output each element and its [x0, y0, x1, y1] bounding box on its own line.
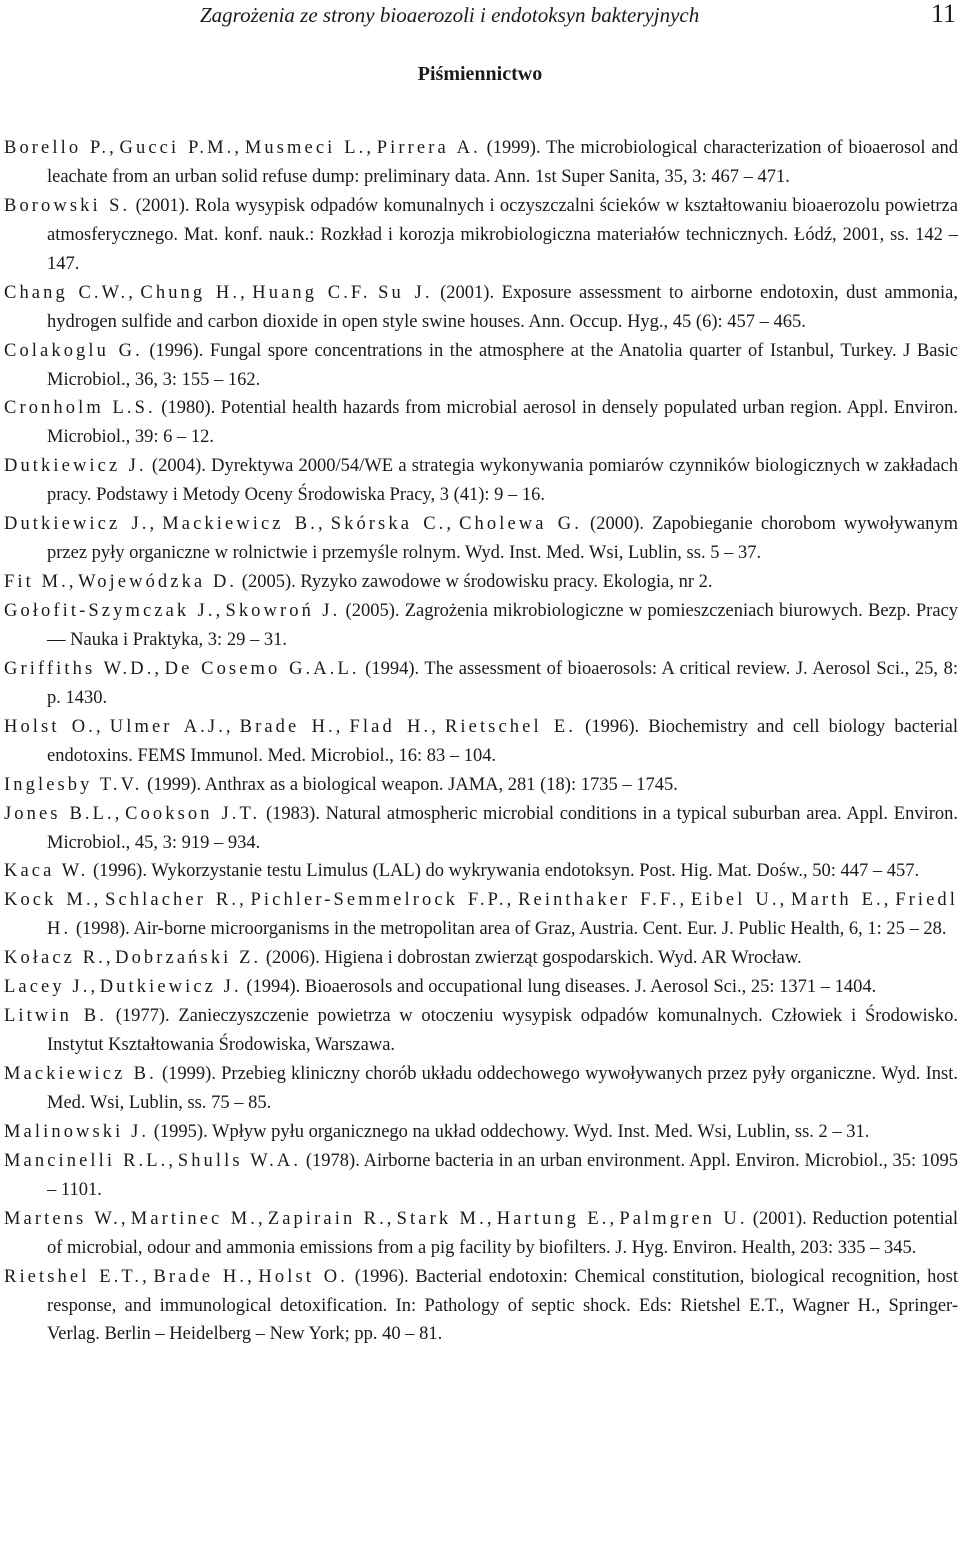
- reference-text: ,: [335, 716, 350, 737]
- reference-author: Martens W.: [4, 1208, 121, 1229]
- reference-author: Fit M.: [4, 572, 69, 593]
- reference-author: Chung H.: [140, 282, 241, 303]
- reference-text: ,: [679, 890, 691, 911]
- reference-item: [4, 337, 958, 395]
- reference-author: Palmgren U.: [619, 1208, 748, 1229]
- reference-text: ,: [779, 890, 792, 911]
- reference-text: ,: [215, 601, 226, 621]
- reference-item: [4, 655, 958, 713]
- reference-item: [4, 1118, 958, 1147]
- reference-text: (1994). Bioaerosols and occupational lung diseases. J. Aerosol Sci., 25: 1371 – 1404.: [241, 977, 877, 998]
- reference-author: Mackiewicz B.: [4, 1064, 157, 1084]
- reference-text: ,: [128, 282, 141, 303]
- reference-author: Litwin B.: [4, 1006, 107, 1027]
- reference-author: Schlacher R.: [105, 890, 240, 911]
- reference-item: [4, 800, 958, 858]
- reference-item: [4, 510, 958, 568]
- reference-author: Shulls W.A.: [177, 1150, 302, 1171]
- reference-author: Flad H.: [349, 716, 432, 737]
- reference-author: Holst O.: [4, 716, 96, 737]
- reference-text: (1996). Biochemistry and cell biology bacterial endotoxins. FEMS Immunol. Med. Microbiol., 16: 83 – 104.: [47, 716, 959, 766]
- reference-author: Malinowski J.: [4, 1121, 150, 1142]
- reference-author: Skórska C.: [330, 514, 447, 535]
- reference-author: Borello P.: [4, 138, 110, 158]
- reference-text: (2005). Zagrożenia mikrobiologiczne w pomieszczeniach biurowych. Bezp. Pracy — Nauka i Praktyka, 3: 29 – 31.: [47, 601, 958, 650]
- reference-text: ,: [386, 1208, 397, 1229]
- reference-text: ,: [240, 282, 253, 303]
- reference-text: ,: [431, 716, 445, 737]
- reference-text: ,: [506, 890, 519, 911]
- reference-author: Colakoglu G.: [4, 340, 143, 361]
- reference-author: Dutkiewicz J.: [99, 977, 242, 998]
- reference-text: ,: [96, 716, 110, 737]
- reference-text: ,: [446, 514, 460, 535]
- reference-author: De Cosemo G.A.L.: [164, 658, 360, 679]
- reference-author: Kaca W.: [4, 861, 89, 882]
- reference-item: [4, 1205, 958, 1263]
- reference-text: (1998). Air-borne microorganisms in the metropolitan area of Graz, Austria. Cent. Eur. J. Public Health, 6, 1: 25 – 28.: [71, 919, 947, 940]
- reference-author: Brade H.: [239, 716, 336, 737]
- reference-text: (1994). The assessment of bioaerosols: A critical review. J. Aerosol Sci., 25, 8: p. 1430.: [47, 658, 958, 708]
- reference-text: ,: [149, 514, 163, 535]
- reference-author: Wojewódzka D.: [78, 572, 238, 593]
- reference-text: (1996). Wykorzystanie testu Limulus (LAL) do wykrywania endotoksyn. Post. Hig. Mat. Dośw., 50: 447 – 457.: [88, 861, 920, 882]
- reference-author: Rietshel E.T.: [4, 1266, 143, 1287]
- reference-author: Holst O.: [258, 1266, 348, 1287]
- reference-text: [371, 283, 379, 303]
- reference-author: Pirrera A.: [376, 138, 481, 158]
- reference-text: (2001). Exposure assessment to airborne endotoxin, dust ammonia, hydrogen sulfide and carbon dioxide in open style swine houses. Ann. Occup. Hyg., 45 (6): 457 – 465.: [47, 282, 959, 332]
- reference-text: ,: [234, 138, 245, 158]
- reference-item: [4, 568, 958, 597]
- page-number: 11: [930, 0, 956, 28]
- reference-item: [4, 944, 958, 973]
- reference-text: ,: [257, 1208, 268, 1229]
- reference-text: ,: [120, 1208, 131, 1229]
- reference-author: Dutkiewicz J.: [4, 514, 150, 535]
- reference-item: [4, 857, 958, 886]
- reference-text: ,: [154, 658, 165, 679]
- reference-author: Zapirain R.: [267, 1208, 387, 1229]
- reference-author: Brade H.: [153, 1266, 248, 1287]
- reference-author: Griffiths W.D.: [4, 658, 155, 679]
- reference-text: (1999). Anthrax as a biological weapon. JAMA, 281 (18): 1735 – 1745.: [142, 774, 678, 795]
- reference-text: (2005). Ryzyko zawodowe w środowisku pracy. Ekologia, nr 2.: [237, 572, 713, 593]
- reference-item: [4, 452, 958, 510]
- running-title: Zagrożenia ze strony bioaerozoli i endotoksyn bakteryjnych: [200, 3, 700, 27]
- reference-item: [4, 1002, 958, 1060]
- reference-author: Chang C.W.: [4, 282, 129, 303]
- reference-text: (2004). Dyrektywa 2000/54/WE a strategia wykonywania pomiarów czynników biologicznych w zakładach pracy. Podstawy i Metody Oceny Środowiska Pracy, 3 (41): 9 – 16.: [47, 456, 958, 506]
- reference-text: ,: [486, 1208, 497, 1229]
- reference-author: Musmeci L.: [244, 138, 367, 158]
- reference-author: Gołofit-Szymczak J.: [4, 601, 216, 621]
- section-title: Piśmiennictwo: [417, 63, 543, 85]
- reference-item: [4, 1147, 958, 1205]
- reference-author: Cronholm L.S.: [4, 398, 156, 419]
- reference-text: ,: [317, 514, 331, 535]
- reference-author: Reinthaker F.F.: [518, 890, 680, 911]
- reference-item: [4, 597, 958, 655]
- reference-author: Dobrzański Z.: [115, 948, 262, 969]
- reference-list: [4, 134, 958, 1349]
- reference-author: Stark M.: [396, 1208, 487, 1229]
- reference-author: Skowroń J.: [225, 601, 341, 621]
- reference-text: ,: [105, 948, 116, 969]
- reference-text: ,: [239, 890, 251, 911]
- reference-author: Martinec M.: [130, 1208, 258, 1229]
- reference-author: Cholewa G.: [459, 514, 582, 535]
- reference-author: Gucci P.M.: [119, 138, 235, 158]
- reference-text: (1999). Przebieg kliniczny chorób układu oddechowego wywoływanych przez pyły organiczne. Wyd. Inst. Med. Wsi, Lublin, ss. 75 – 85.: [47, 1064, 958, 1113]
- reference-text: ,: [247, 1266, 259, 1287]
- reference-author: Hartung E.: [496, 1208, 610, 1229]
- reference-author: Kołacz R.: [4, 948, 106, 969]
- reference-author: Mancinelli R.L.: [4, 1150, 169, 1171]
- reference-text: ,: [609, 1208, 620, 1229]
- reference-text: (1995). Wpływ pyłu organicznego na układ oddechowy. Wyd. Inst. Med. Wsi, Lublin, ss. 2 – 31.: [149, 1121, 870, 1142]
- reference-author: Borowski S.: [4, 195, 131, 216]
- reference-author: Kock M.: [4, 890, 94, 911]
- reference-text: (1999). The microbiological characterization of bioaerosol and leachate from an urban solid refuse dump: preliminary data. Ann. 1st Super Sanita, 35, 3: 467 – 471.: [47, 138, 959, 187]
- reference-text: (1977). Zanieczyszczenie powietrza w otoczeniu wysypisk odpadów komunalnych. Człowiek i Środowisko. Instytut Kształtowania Środowiska, Warszawa.: [47, 1006, 958, 1056]
- reference-author: Marth E.: [791, 890, 884, 911]
- reference-author: Ulmer A.J.: [109, 716, 226, 737]
- reference-text: ,: [114, 803, 126, 824]
- reference-item: [4, 1060, 958, 1118]
- reference-text: (1980). Potential health hazards from microbial aerosol in densely populated urban region. Appl. Environ. Microbiol., 39: 6 – 12.: [47, 398, 958, 448]
- reference-item: [4, 394, 958, 452]
- reference-text: (1996). Fungal spore concentrations in the atmosphere at the Anatolia quarter of Istanbul, Turkey. J Basic Microbiol., 36, 3: 155 – 162.: [47, 340, 958, 390]
- reference-text: ,: [225, 716, 240, 737]
- reference-text: ,: [883, 890, 896, 911]
- reference-author: Huang C.F.: [252, 282, 371, 303]
- reference-item: [4, 973, 958, 1002]
- reference-item: [4, 192, 958, 279]
- reference-item: [4, 134, 958, 192]
- reference-author: Inglesby T.V.: [4, 774, 143, 795]
- reference-text: (1978). Airborne bacteria in an urban environment. Appl. Environ. Microbiol., 35: 1095 – 1101.: [47, 1150, 958, 1200]
- reference-author: Jones B.L.: [4, 803, 115, 824]
- reference-item: [4, 279, 958, 337]
- reference-text: (1996). Bacterial endotoxin: Chemical constitution, biological recognition, host response, and immunological detoxification. In: Pathology of septic shock. Eds: Rietshel E.T., Wagner H., Springer-Verlag. Berlin – Heidelberg – New York; pp. 40 – 81.: [47, 1266, 958, 1345]
- reference-author: Dutkiewicz J.: [4, 456, 147, 477]
- reference-author: Cookson J.T.: [125, 803, 261, 824]
- reference-text: (1983). Natural atmospheric microbial conditions in a typical suburban area. Appl. Environ. Microbiol., 45, 3: 919 – 934.: [47, 803, 959, 853]
- reference-text: ,: [366, 138, 377, 158]
- reference-text: ,: [90, 977, 100, 998]
- reference-text: ,: [142, 1266, 154, 1287]
- reference-author: Eibel U.: [690, 890, 780, 911]
- reference-item: [4, 1263, 958, 1350]
- reference-text: (2001). Reduction potential of microbial, odour and ammonia emissions from a pig facility by biofilters. J. Hyg. Environ. Health, 203: 335 – 345.: [47, 1208, 958, 1258]
- reference-author: Rietschel E.: [444, 716, 577, 737]
- reference-author: Su J.: [378, 282, 433, 303]
- reference-author: Lacey J.: [4, 977, 91, 998]
- reference-text: ,: [68, 572, 79, 593]
- reference-item: [4, 771, 958, 800]
- reference-author: Pichler-Semmelrock F.P.: [250, 890, 507, 911]
- reference-text: (2006). Higiena i dobrostan zwierząt gospodarskich. Wyd. AR Wrocław.: [261, 948, 802, 969]
- reference-author: Friedl H.: [47, 890, 959, 940]
- reference-text: ,: [168, 1150, 178, 1171]
- reference-text: ,: [93, 890, 106, 911]
- reference-text: (2000). Zapobieganie chorobom wywoływanym przez pyły organiczne w rolnictwie i przemyśle rolnym. Wyd. Inst. Med. Wsi, Lublin, ss. 5 – 37.: [47, 514, 959, 564]
- reference-text: (2001). Rola wysypisk odpadów komunalnych i oczyszczalni ścieków w kształtowaniu bioaerozolu powietrza atmosferycznego. Mat. konf. nauk.: Rozkład i korozja mikrobiologiczna materiałów technicznych. Łódź, 2001, ss. 142 – 147.: [47, 195, 958, 274]
- reference-text: ,: [109, 138, 120, 158]
- reference-author: Mackiewicz B.: [162, 514, 318, 535]
- reference-item: [4, 886, 958, 944]
- reference-item: [4, 713, 958, 771]
